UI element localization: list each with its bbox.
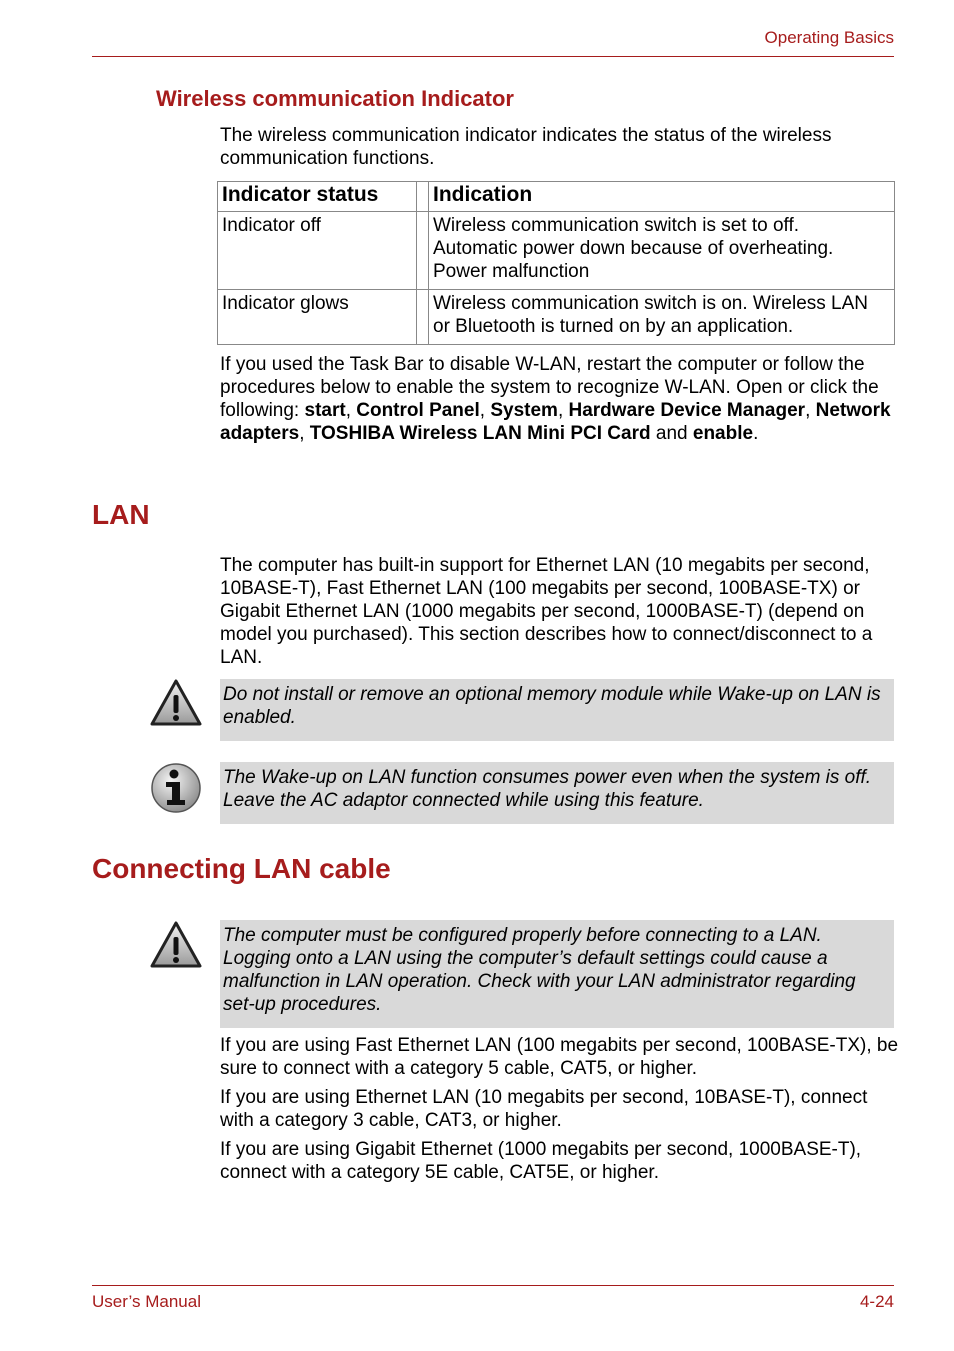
table-cell-indication xyxy=(429,290,895,345)
indication-line: Automatic power down because of overheating. xyxy=(433,238,834,259)
indication-line: Power malfunction xyxy=(433,261,590,282)
separator: , xyxy=(557,400,569,421)
footer-rule xyxy=(92,1285,894,1286)
info-icon xyxy=(150,762,202,814)
lan-caution-note: Do not install or remove an optional memory module while Wake-up on LAN is enabled. xyxy=(220,679,894,741)
page-number: 4-24 xyxy=(859,1292,894,1311)
separator: , xyxy=(479,400,491,421)
table-spacer xyxy=(417,290,429,345)
menu-path-network-adapters: Network adapters xyxy=(220,400,891,444)
menu-path-system: System xyxy=(490,400,558,421)
table-row xyxy=(218,290,895,345)
table-cell-indication xyxy=(429,212,895,290)
table-cell-status: Indicator off xyxy=(218,212,417,290)
table-header-indication: Indication xyxy=(429,182,895,212)
separator: and xyxy=(650,423,693,444)
menu-path-control-panel: Control Panel xyxy=(356,400,480,421)
lan-heading: LAN xyxy=(92,499,150,530)
cable-paragraph-gigabit: If you are using Gigabit Ethernet (1000 megabits per second, 1000BASE-T), connect with a category 5E cable, CAT5E, or higher. xyxy=(220,1139,862,1183)
table-header-status: Indicator status xyxy=(218,182,417,212)
header-rule xyxy=(92,56,894,57)
warning-triangle-icon xyxy=(150,678,202,730)
cable-paragraph-fast-ethernet: If you are using Fast Ethernet LAN (100 megabits per second, 100BASE-TX), be sure to connect with a category 5 cable, CAT5, or higher. xyxy=(220,1035,899,1079)
cable-paragraph-ethernet: If you are using Ethernet LAN (10 megabits per second, 10BASE-T), connect with a category 3 cable, CAT3, or higher. xyxy=(220,1087,868,1131)
table-cell-status: Indicator glows xyxy=(218,290,417,345)
followup-text: If you used the Task Bar to disable W-LAN, restart the computer or follow the procedures below to enable the system to recognize W-LAN. Open or click the following: xyxy=(220,354,879,421)
warning-triangle-icon xyxy=(150,920,202,972)
table-row xyxy=(218,212,895,290)
separator: , xyxy=(805,400,816,421)
menu-path-enable: enable xyxy=(692,423,754,444)
cable-caution-note: The computer must be configured properly before connecting to a LAN. Logging onto a LAN using the computer’s default settings could cause a malfunction in LAN operation. Check with your LAN administrator regarding set-up procedures. xyxy=(220,920,894,1028)
menu-path-device-manager: Hardware Device Manager xyxy=(568,400,806,421)
wireless-followup xyxy=(220,353,900,445)
wireless-intro: The wireless communication indicator indicates the status of the wireless communication functions. xyxy=(220,125,832,169)
footer-manual-title: User’s Manual xyxy=(92,1292,201,1311)
separator: , xyxy=(345,400,357,421)
running-header: Operating Basics xyxy=(764,28,894,47)
indicator-table xyxy=(217,181,895,345)
table-spacer xyxy=(417,182,429,212)
lan-body: The computer has built-in support for Ethernet LAN (10 megabits per second, 10BASE-T), Fast Ethernet LAN (100 megabits per second, 100BASE-TX) or Gigabit Ethernet LAN (1000 megabits per second, 1000BASE-T) (depend on model you purchased). This section describes how to connect/disconnect to a LAN. xyxy=(220,555,873,668)
menu-path-wlan-card: TOSHIBA Wireless LAN Mini PCI Card xyxy=(309,423,651,444)
cable-heading: Connecting LAN cable xyxy=(92,853,391,884)
period: . xyxy=(753,423,759,444)
separator: , xyxy=(299,423,310,444)
menu-path-start: start xyxy=(304,400,346,421)
lan-info-note: The Wake-up on LAN function consumes power even when the system is off. Leave the AC adaptor connected while using this feature. xyxy=(220,762,894,824)
table-spacer xyxy=(417,212,429,290)
indication-line: Wireless communication switch is set to off. xyxy=(433,215,800,236)
table-header-row xyxy=(218,182,895,212)
wireless-heading: Wireless communication Indicator xyxy=(156,86,514,111)
indication-line: Wireless communication switch is on. Wireless LAN or Bluetooth is turned on by an application. xyxy=(433,293,869,337)
